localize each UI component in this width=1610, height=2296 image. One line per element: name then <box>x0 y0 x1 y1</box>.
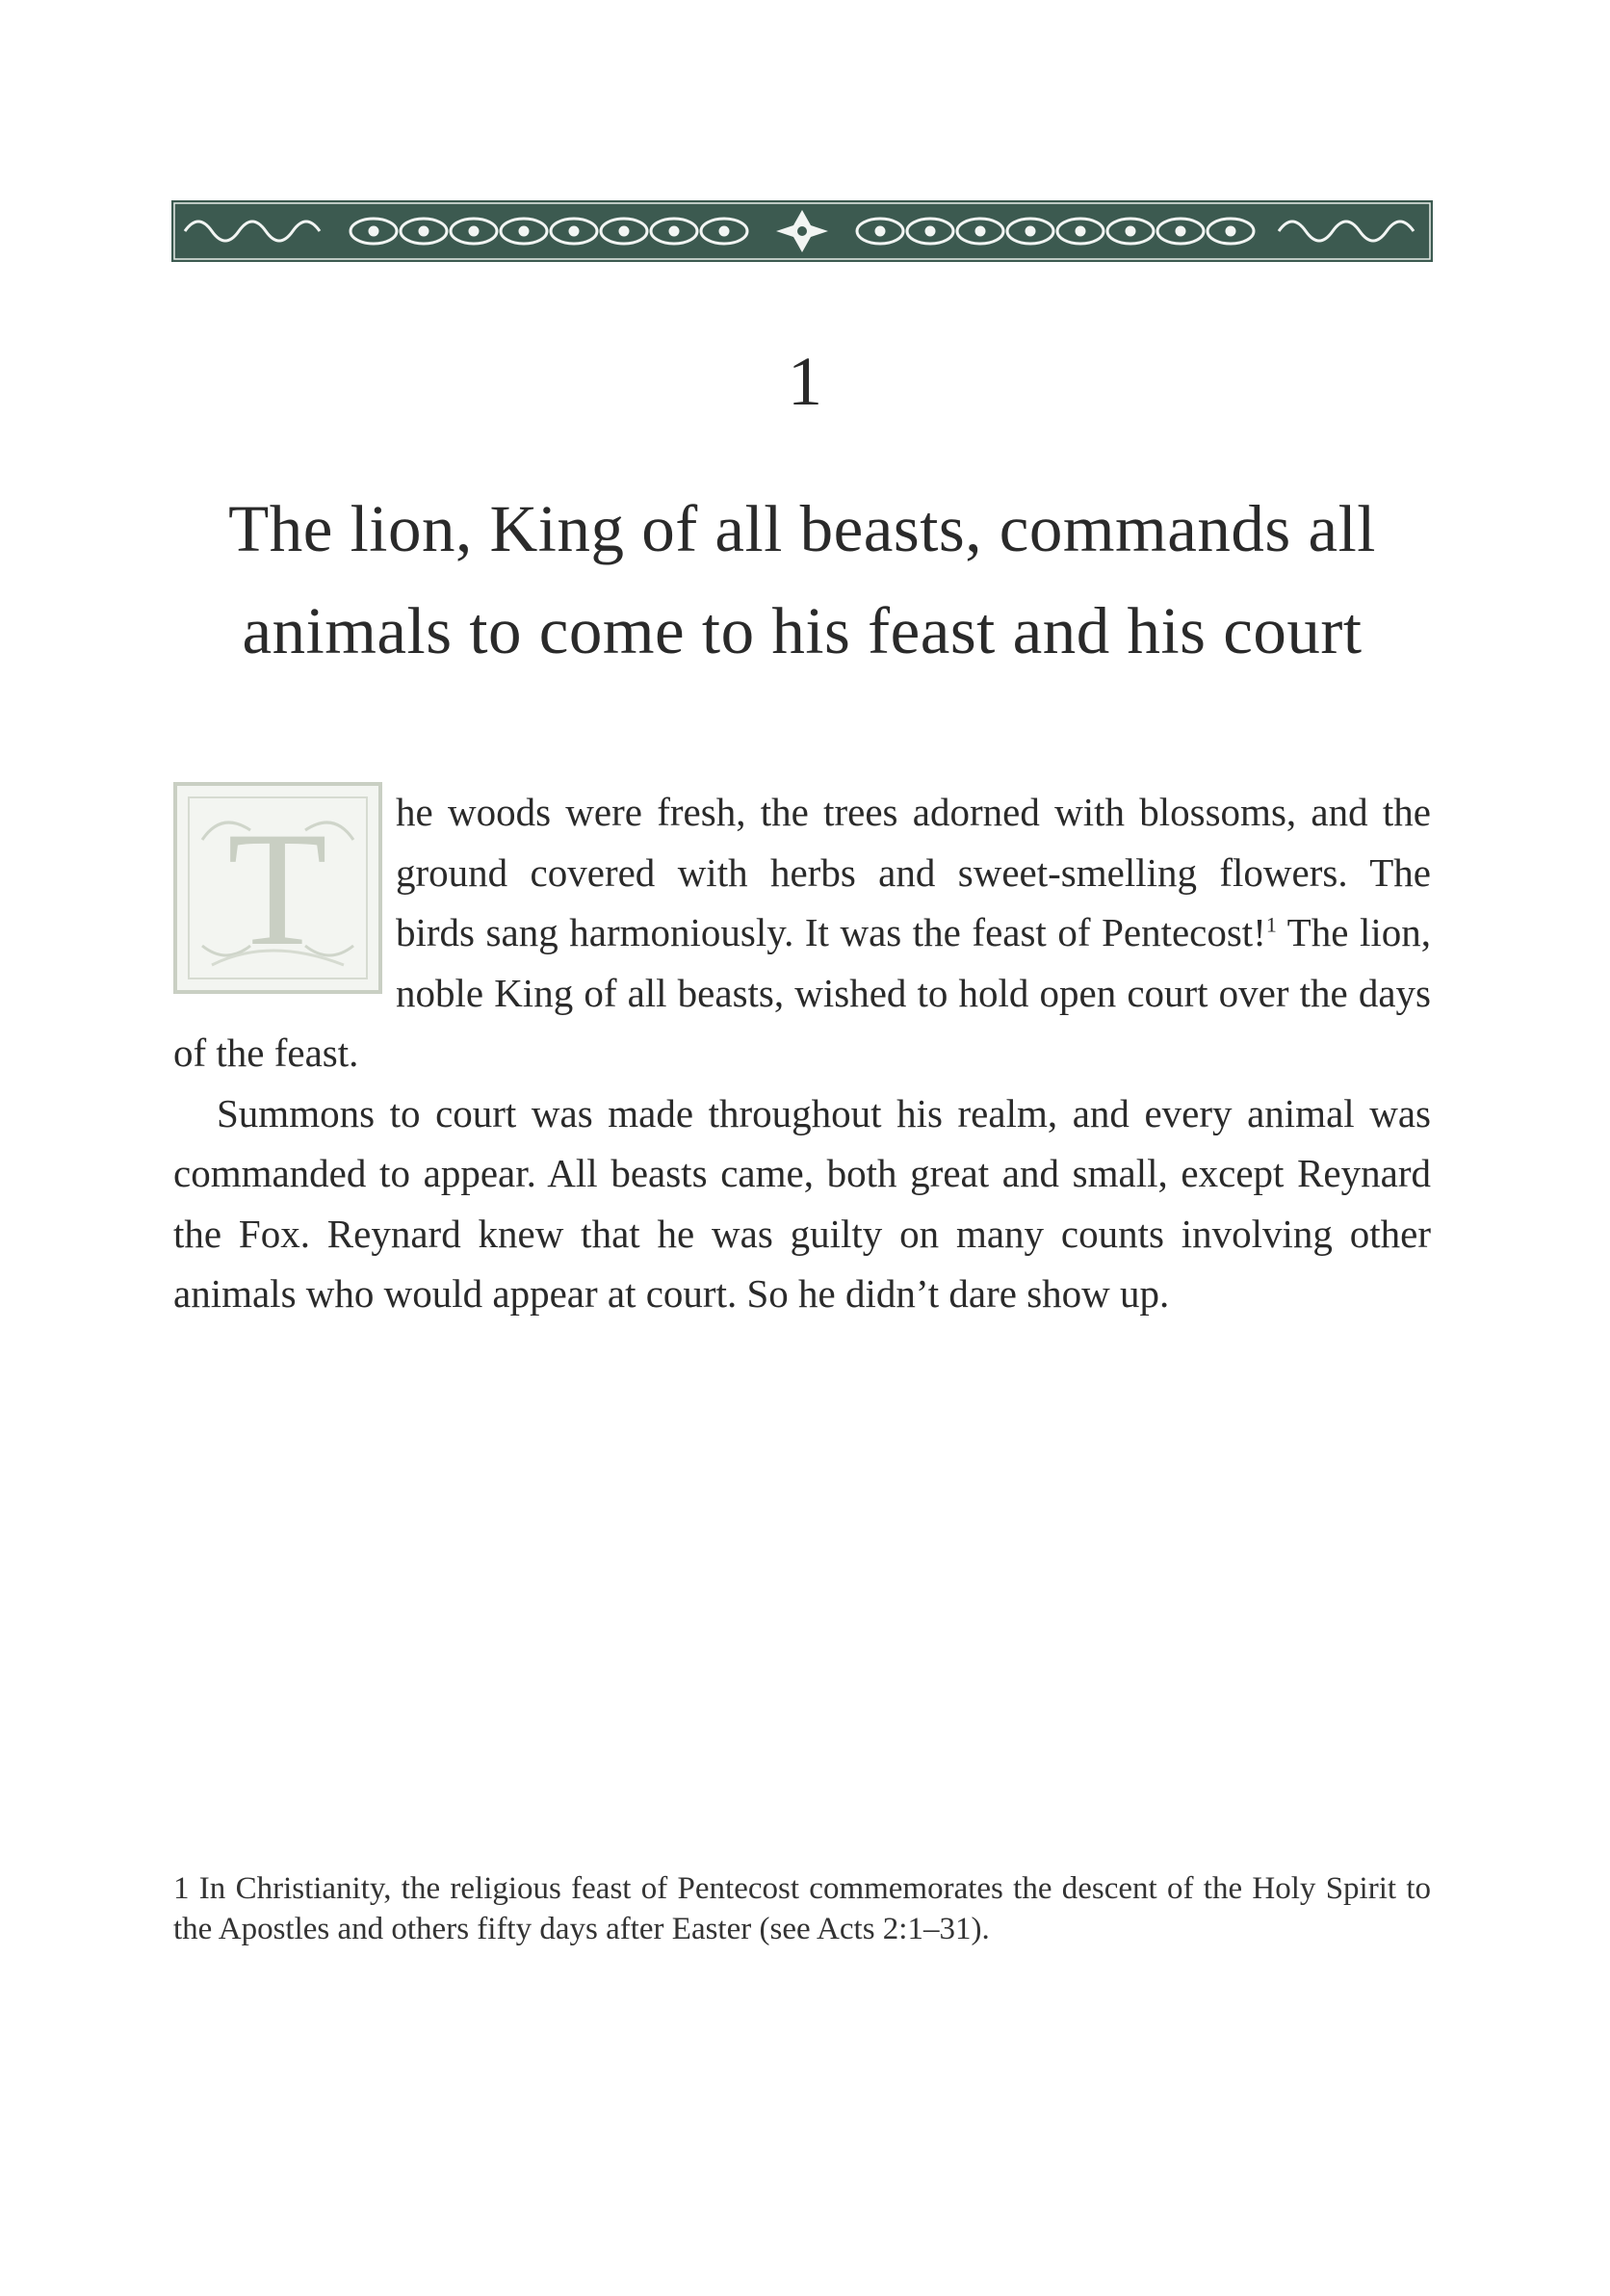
paragraph-1-text: he woods were fresh, the trees adorned with blossoms, and the ground covered with herbs and sweet-smelling flowers. The birds sang harmoniously. It was the feast of Pentecost! <box>396 790 1431 954</box>
chapter-number: 1 <box>788 343 822 420</box>
drop-cap-letter: T <box>227 798 327 979</box>
paragraph-2: Summons to court was made throughout his realm, and every animal was commanded to appear. All beasts came, both great and small, except Reynard the Fox. Reynard knew that he was guilty on many counts involving other animals who would appear at court. So he didn’t dare show up. <box>173 1090 1431 1316</box>
chapter-title-line-1: The lion, King of all beasts, commands all <box>228 492 1376 565</box>
paragraph-1-tail: The lion, noble King of all beasts, wished to hold open court over the days of the feast. <box>173 910 1431 1075</box>
paragraph-1 <box>173 782 1431 1083</box>
chapter-title-line-2: animals to come to his feast and his court <box>242 594 1363 667</box>
footnote-text: 1 In Christianity, the religious feast of Pentecost commemorates the descent of the Holy Spirit to the Apostles and others fifty days after Easter (see Acts 2:1–31). <box>173 1871 1431 1946</box>
ornament-border-icon <box>171 200 1433 262</box>
footnote <box>173 1868 1431 1949</box>
illuminated-initial-icon <box>173 782 382 994</box>
drop-cap-initial <box>173 782 382 994</box>
chapter-title <box>171 478 1433 682</box>
chapter-body <box>173 782 1431 1324</box>
footnote-reference[interactable]: 1 <box>1265 912 1277 937</box>
decorative-banner <box>171 200 1433 262</box>
